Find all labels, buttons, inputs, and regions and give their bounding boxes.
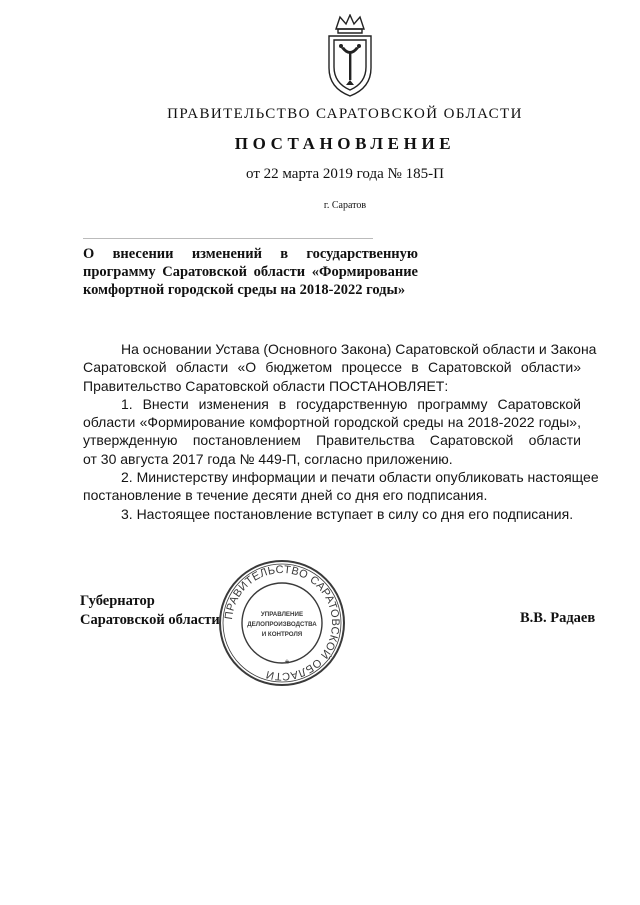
body-line: На основании Устава (Основного Закона) Саратовской области и Закона: [121, 341, 597, 357]
subject-divider: [83, 238, 373, 239]
city: г. Саратов: [323, 200, 367, 211]
body-text: [83, 340, 599, 523]
government-name: ПРАВИТЕЛЬСТВО САРАТОВСКОЙ ОБЛАСТИ: [167, 106, 523, 122]
body-line: области «Формирование комфортной городской среды на 2018-2022 годы»,: [83, 414, 581, 431]
signer-title-line: Саратовской области: [80, 612, 220, 628]
subject-line: программу Саратовской области «Формирование: [83, 264, 418, 280]
official-seal-stamp: [217, 558, 347, 688]
body-line: Правительство Саратовской области ПОСТАНОВЛЯЕТ:: [83, 377, 449, 394]
stamp-star: *: [284, 657, 290, 671]
body-line: утвержденную постановлением Правительства Саратовской области: [83, 432, 581, 449]
body-line: 1. Внести изменения в государственную программу Саратовской: [121, 395, 581, 412]
document-type: ПОСТАНОВЛЕНИЕ: [234, 134, 456, 153]
stamp-line: УПРАВЛЕНИЕ: [260, 611, 304, 618]
subject-line: комфортной городской среды на 2018-2022 годы»: [83, 282, 406, 298]
body-line: 2. Министерству информации и печати области опубликовать настоящее: [121, 469, 599, 486]
body-line: 3. Настоящее постановление вступает в силу со дня его подписания.: [121, 505, 574, 522]
signer-title: [80, 592, 220, 630]
body-line: Саратовской области «О бюджетом процессе в Саратовской области»: [83, 359, 581, 376]
coat-of-arms-emblem: [322, 14, 378, 98]
signer-name: В.В. Радаев: [520, 610, 596, 626]
stamp-line: И КОНТРОЛЯ: [261, 631, 303, 638]
subject-line: О внесении изменений в государственную: [83, 246, 418, 262]
signer-title-line: Губернатор: [80, 593, 155, 609]
stamp-ring-text: ПРАВИТЕЛЬСТВО САРАТОВСКОЙ ОБЛАСТИ: [223, 563, 342, 683]
body-line: постановление в течение десяти дней со дня его подписания.: [83, 487, 488, 504]
date-number: от 22 марта 2019 года № 185-П: [246, 166, 444, 182]
subject-heading: [83, 245, 418, 299]
body-line: от 30 августа 2017 года № 449-П, согласно приложению.: [83, 450, 453, 467]
stamp-line: ДЕЛОПРОИЗВОДСТВА: [247, 621, 317, 628]
